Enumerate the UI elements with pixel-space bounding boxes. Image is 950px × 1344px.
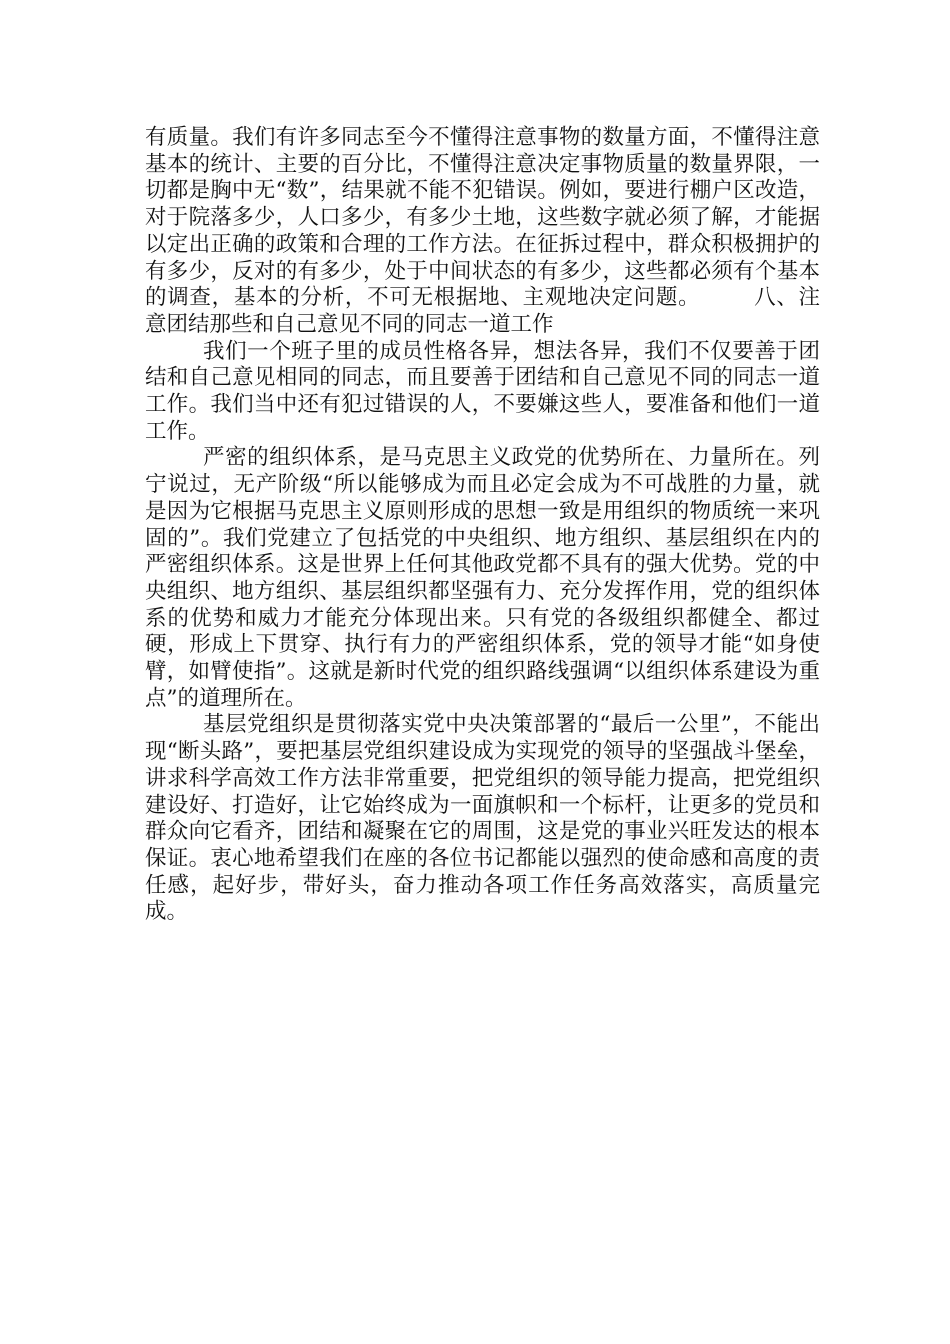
paragraph-2: 我们一个班子里的成员性格各异，想法各异，我们不仅要善于团结和自己意见相同的同志，而且要善于团结和自己意见不同的同志一道工作。我们当中还有犯过错误的人，不要嫌这些人，要准备和他们一道工作。 xyxy=(145,338,820,444)
paragraph-1-text: 有质量。我们有许多同志至今不懂得注意事物的数量方面，不懂得注意基本的统计、主要的百分比，不懂得注意决定事物质量的数量界限，一切都是胸中无“数”，结果就不能不犯错误。例如，要进行棚户区改造，对于院落多少，人口多少，有多少土地，这些数字就必须了解，才能据以定出正确的政策和合理的工作方法。在征拆过程中，群众积极拥护的有多少，反对的有多少，处于中间状态的有多少，这些都必须有个基本的调查，基本的分析，不可无根据地、主观地决定问题。 xyxy=(145,125,820,311)
document-body xyxy=(145,125,820,926)
paragraph-4: 基层党组织是贯彻落实党中央决策部署的“最后一公里”，不能出现“断头路”，要把基层党组织建设成为实现党的领导的坚强战斗堡垒，讲求科学高效工作方法非常重要，把党组织的领导能力提高，把党组织建设好、打造好，让它始终成为一面旗帜和一个标杆，让更多的党员和群众向它看齐，团结和凝聚在它的周围，这是党的事业兴旺发达的根本保证。衷心地希望我们在座的各位书记都能以强烈的使命感和高度的责任感，起好步，带好头，奋力推动各项工作任务高效落实，高质量完成。 xyxy=(145,712,820,925)
section-heading: 八、注意团结那些和自己意见不同的同志一道工作 xyxy=(145,285,820,337)
paragraph-3: 严密的组织体系，是马克思主义政党的优势所在、力量所在。列宁说过，无产阶级“所以能够成为而且必定会成为不可战胜的力量，就是因为它根据马克思主义原则形成的思想一致是用组织的物质统一来巩固的”。我们党建立了包括党的中央组织、地方组织、基层组织在内的严密组织体系。这是世界上任何其他政党都不具有的强大优势。党的中央组织、地方组织、基层组织都坚强有力、充分发挥作用，党的组织体系的优势和威力才能充分体现出来。只有党的各级组织都健全、都过硬，形成上下贯穿、执行有力的严密组织体系，党的领导才能“如身使臂，如臂使指”。这就是新时代党的组织路线强调“以组织体系建设为重点”的道理所在。 xyxy=(145,445,820,711)
paragraph-1 xyxy=(145,125,820,339)
